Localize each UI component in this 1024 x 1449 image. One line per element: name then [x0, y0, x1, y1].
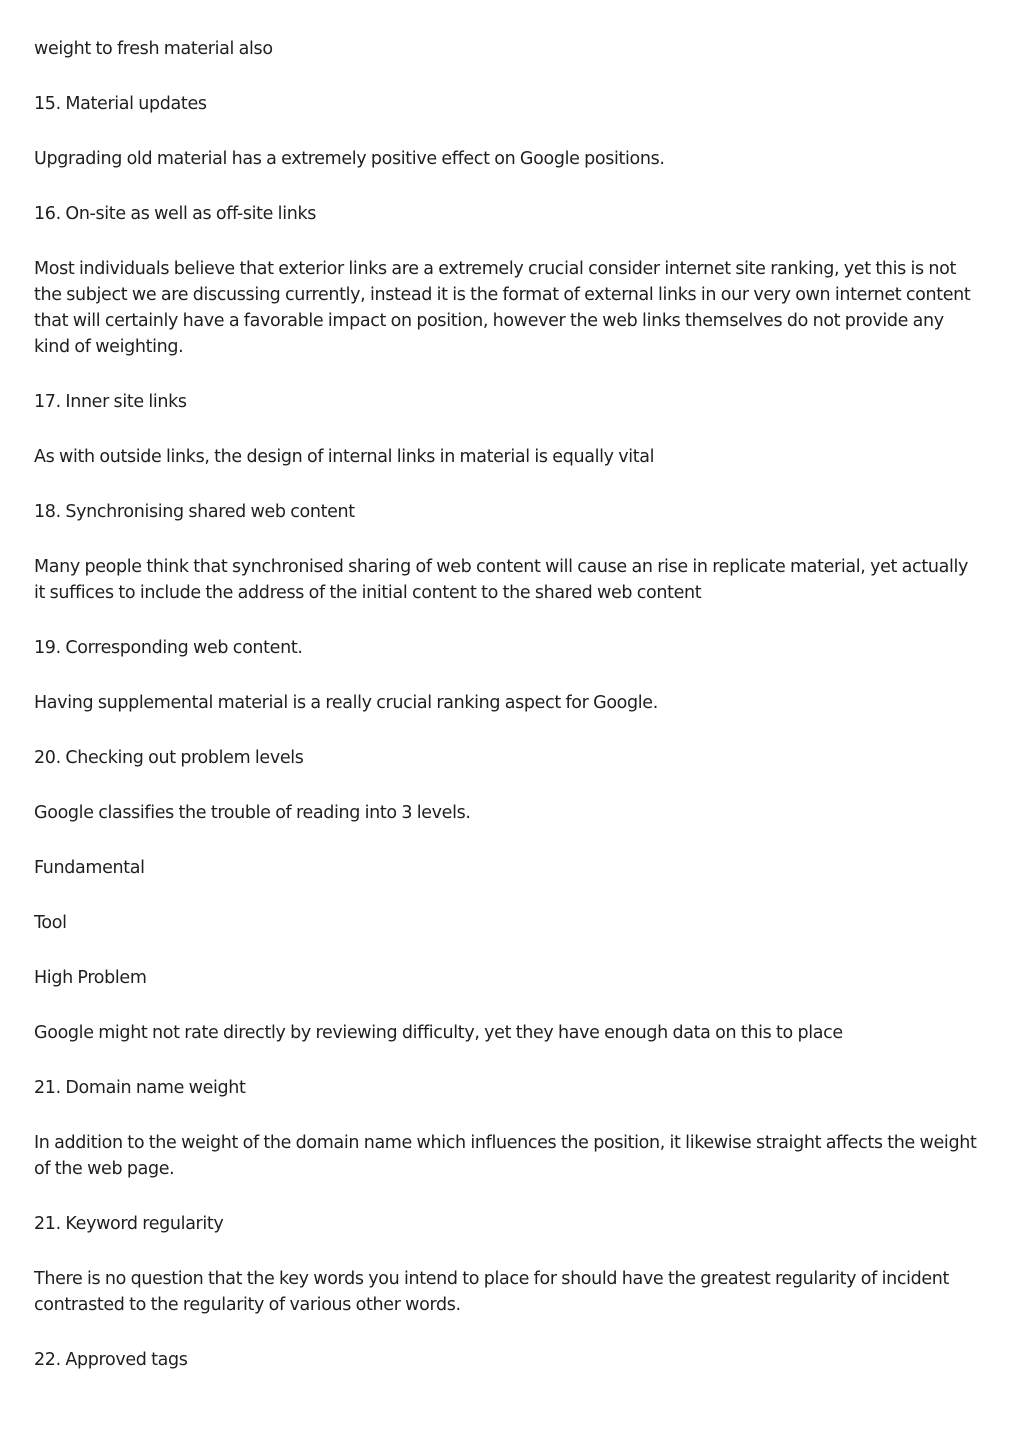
heading-synchronising-shared-content: 18. Synchronising shared web content: [34, 502, 355, 522]
paragraph: Google classifies the trouble of reading into 3 levels.: [34, 803, 471, 823]
paragraph: Having supplemental material is a really crucial ranking aspect for Google.: [34, 693, 658, 713]
list-item: Fundamental: [34, 858, 145, 878]
heading-domain-name-weight: 21. Domain name weight: [34, 1078, 246, 1098]
heading-material-updates: 15. Material updates: [34, 94, 207, 114]
heading-approved-tags: 22. Approved tags: [34, 1350, 188, 1370]
paragraph: As with outside links, the design of internal links in material is equally vital: [34, 447, 655, 467]
document-body: [34, 36, 982, 1402]
paragraph-continuation: weight to fresh material also: [34, 39, 273, 59]
heading-inner-site-links: 17. Inner site links: [34, 392, 187, 412]
paragraph: Google might not rate directly by reviewing difficulty, yet they have enough data on this to place: [34, 1023, 843, 1043]
paragraph: In addition to the weight of the domain name which influences the position, it likewise straight affects the weight of the web page.: [34, 1133, 977, 1179]
paragraph: There is no question that the key words you intend to place for should have the greatest regularity of incident contrasted to the regularity of various other words.: [34, 1269, 950, 1315]
paragraph: Upgrading old material has a extremely positive effect on Google positions.: [34, 149, 665, 169]
list-item: High Problem: [34, 968, 147, 988]
heading-keyword-regularity: 21. Keyword regularity: [34, 1214, 224, 1234]
heading-corresponding-content: 19. Corresponding web content.: [34, 638, 303, 658]
heading-problem-levels: 20. Checking out problem levels: [34, 748, 304, 768]
heading-onsite-offsite-links: 16. On-site as well as off-site links: [34, 204, 316, 224]
list-item: Tool: [34, 913, 67, 933]
paragraph: Many people think that synchronised sharing of web content will cause an rise in replicate material, yet actually it suffices to include the address of the initial content to the shared web content: [34, 557, 968, 603]
paragraph: Most individuals believe that exterior links are a extremely crucial consider internet site ranking, yet this is not the subject we are discussing currently, instead it is the format of external links in our very own internet content that will certainly have a favorable impact on position, however the web links themselves do not provide any kind of weighting.: [34, 259, 971, 357]
